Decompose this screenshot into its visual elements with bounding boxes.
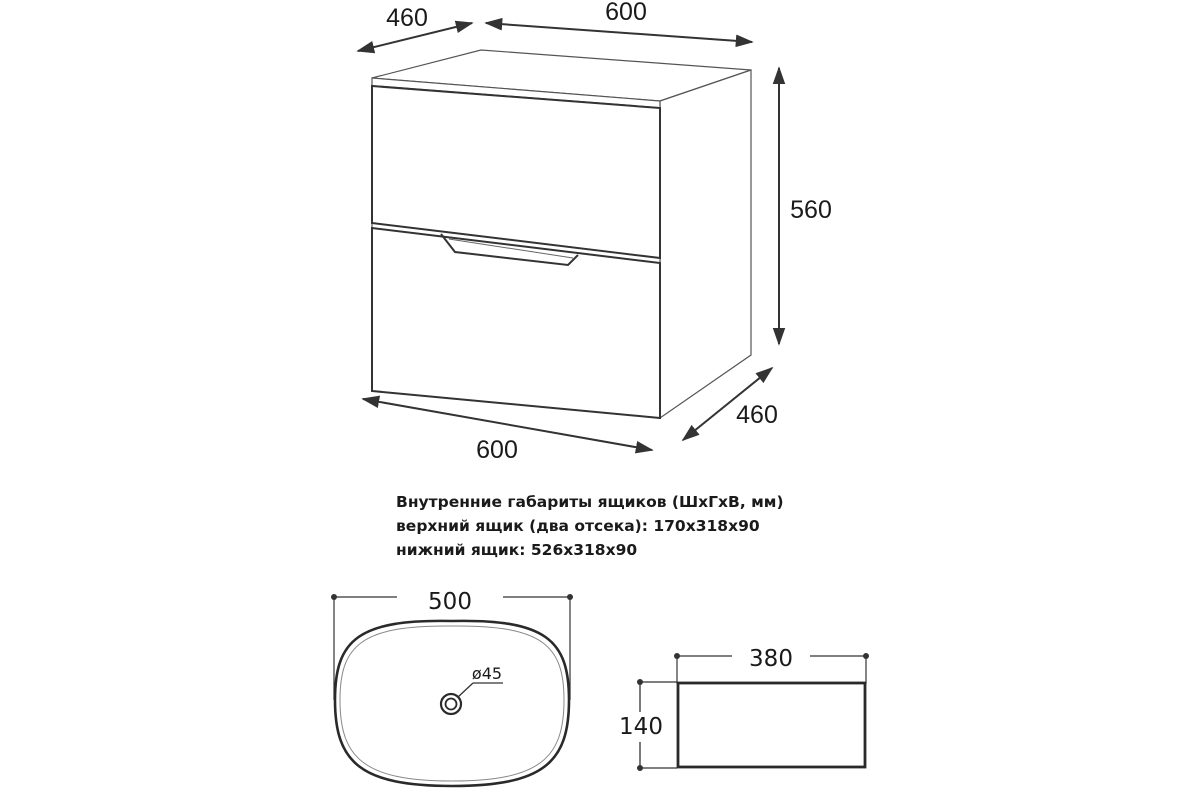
drain-diameter-label: ø45 — [471, 664, 503, 683]
basin-side-view — [619, 646, 869, 771]
basin-side-profile — [678, 683, 865, 767]
width-top-label: 600 — [605, 0, 647, 26]
height-label: 560 — [790, 196, 832, 224]
side-height-label: 140 — [619, 714, 663, 740]
cabinet — [372, 50, 751, 418]
depth-top-label: 460 — [386, 4, 428, 32]
basin-width-label: 500 — [428, 589, 472, 615]
specs-upper-drawer: верхний ящик (два отсека): 170x318x90 — [396, 517, 760, 535]
basin-top-view — [331, 589, 573, 786]
side-width-label: 380 — [749, 646, 793, 672]
specs-title: Внутренние габариты ящиков (ШхГхВ, мм) — [396, 493, 784, 511]
specs-lower-drawer: нижний ящик: 526x318x90 — [396, 541, 638, 559]
drawer-internal-dimensions — [396, 490, 916, 562]
drain-inner — [446, 699, 457, 710]
cabinet-side-face — [660, 70, 751, 418]
depth-right-label: 460 — [736, 401, 778, 429]
width-bottom-label: 600 — [476, 436, 518, 464]
